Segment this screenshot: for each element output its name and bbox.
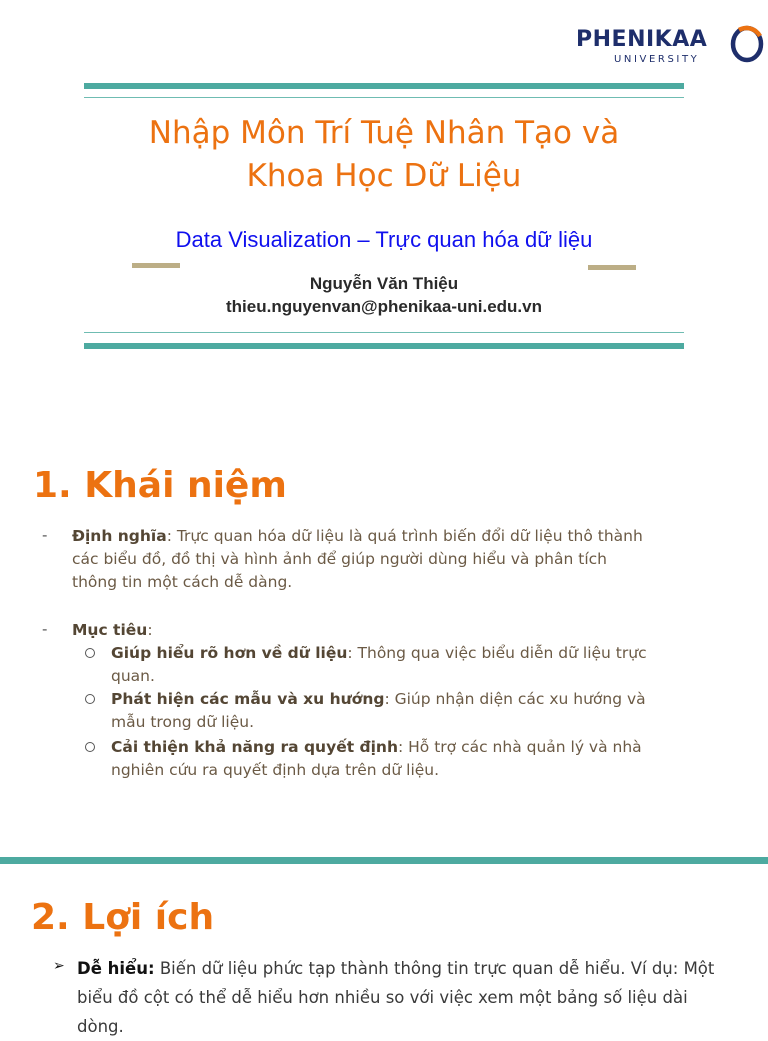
author-email: thieu.nguyenvan@phenikaa-uni.edu.vn xyxy=(225,297,542,316)
title-line-2: Khoa Học Dữ Liệu xyxy=(246,158,522,194)
goal-item-3: Cải thiện khả năng ra quyết định: Hỗ trợ các nhà quản lý và nhà nghiên cứu ra quyết định dựa trên dữ liệu. xyxy=(111,738,642,779)
definition-text: Định nghĩa: Trực quan hóa dữ liệu là quá trình biến đổi dữ liệu thô thành các biểu đồ, đồ thị và hình ảnh để giúp người dùng hiểu và phân tích thông tin một cách dễ dàng. xyxy=(72,527,643,591)
title-bottom-rule xyxy=(84,343,684,349)
section2-heading: 2. Lợi ích xyxy=(31,897,215,938)
definition-bullet: - xyxy=(42,526,48,544)
benefit-item-1: Dễ hiểu: Biến dữ liệu phức tạp thành thông tin trực quan dễ hiểu. Ví dụ: Một biểu đồ cột có thể dễ hiểu hơn nhiều so với việc xem một bảng số liệu dài dòng. xyxy=(77,959,715,1036)
goals-term: Mục tiêu xyxy=(72,621,148,639)
definition-term: Định nghĩa xyxy=(72,527,167,545)
goal-item-1: Giúp hiểu rõ hơn về dữ liệu: Thông qua việc biểu diễn dữ liệu trực quan. xyxy=(111,644,647,685)
page-title xyxy=(84,112,684,198)
page-subtitle: Data Visualization – Trực quan hóa dữ liệu xyxy=(175,227,593,252)
subtitle-deco-right xyxy=(588,265,636,270)
section1-heading: 1. Khái niệm xyxy=(33,465,287,506)
author-name: Nguyễn Văn Thiệu xyxy=(309,274,459,293)
goal-bullet-1 xyxy=(85,648,95,658)
phenikaa-logo xyxy=(576,22,768,68)
title-top-rule xyxy=(84,83,684,89)
title-top-thin-rule xyxy=(84,97,684,98)
goal-item-2: Phát hiện các mẫu và xu hướng: Giúp nhận diện các xu hướng và mẫu trong dữ liệu. xyxy=(111,690,646,731)
title-bottom-thin-rule xyxy=(84,332,684,333)
goals-bullet: - xyxy=(42,620,48,638)
subtitle-deco-left xyxy=(132,263,180,268)
benefit-term: Dễ hiểu: xyxy=(77,959,155,978)
logo-ring-icon xyxy=(729,24,765,64)
section-divider xyxy=(0,857,768,864)
author-block xyxy=(84,272,684,318)
title-line-1: Nhập Môn Trí Tuệ Nhân Tạo và xyxy=(148,115,620,151)
logo-wordmark: PHENIKAA xyxy=(576,27,708,52)
arrow-bullet-icon: ➢ xyxy=(53,958,65,974)
goals-label: Mục tiêu: xyxy=(72,621,153,639)
logo-subtext: UNIVERSITY xyxy=(614,54,700,65)
goal-bullet-2 xyxy=(85,694,95,704)
goal-bullet-3 xyxy=(85,742,95,752)
